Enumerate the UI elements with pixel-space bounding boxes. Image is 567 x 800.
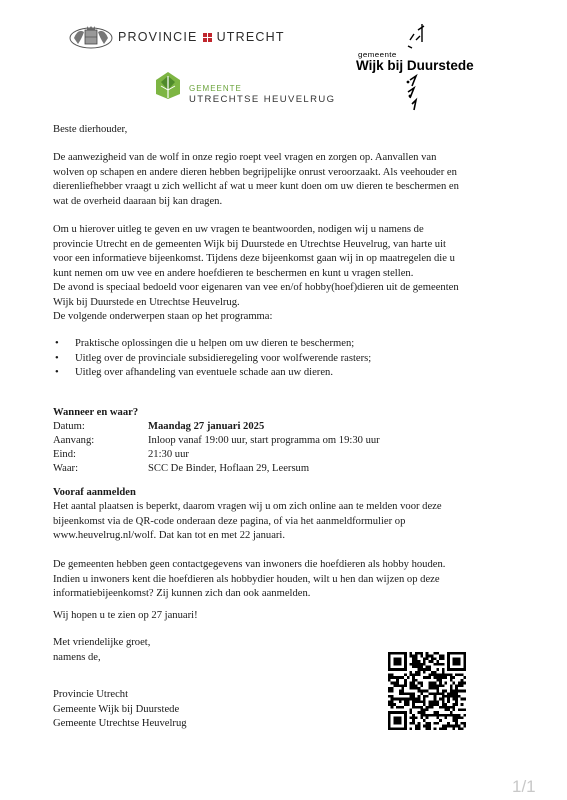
utrechtse-heuvelrug-logo <box>153 70 335 105</box>
heuvelrug-name-label: UTRECHTSE HEUVELRUG <box>189 94 336 105</box>
signatory: Gemeente Wijk bij Duurstede <box>53 703 180 715</box>
program-intro: De volgende onderwerpen staan op het programma: <box>53 311 273 322</box>
info-label: Waar: <box>53 463 79 474</box>
wbd-gemeente-label: gemeente <box>358 50 397 59</box>
paragraph-line: Om u hierover uitleg te geven en uw vragen te beantwoorden, nodigen wij u namens de <box>53 224 424 235</box>
salutation: Beste dierhouder, <box>53 124 128 135</box>
wbd-name-label: Wijk bij Duurstede <box>356 58 474 73</box>
info-label: Eind: <box>53 449 76 460</box>
paragraph-line: voor een informatieve bijeenkomst. Tijdens deze bijeenkomst gaan wij in op maatregelen die u <box>53 253 455 265</box>
info-value: Maandag 27 januari 2025 <box>148 421 265 432</box>
info-label: Datum: <box>53 421 85 432</box>
paragraph-line: De aanwezigheid van de wolf in onze regio roept veel vragen en zorgen op. Aanvallen van <box>53 152 437 163</box>
list-item: • Praktische oplossingen die u helpen om uw dieren te beschermen; <box>53 337 371 352</box>
provincie-crest-icon <box>68 24 114 50</box>
paragraph-line: wat de overheid daaraan bij kan dragen. <box>53 195 223 207</box>
paragraph-line: Het aantal plaatsen is beperkt, daarom vragen wij u om zich online aan te melden voor deze <box>53 501 442 512</box>
paragraph-line: De gemeenten hebben geen contactgegevens van inwoners die hoefdieren als hobby houden. <box>53 559 446 570</box>
provincie-label: PROVINCIE <box>118 30 198 44</box>
paragraph-line: bijeenkomst via de QR-code onderaan deze pagina, of via het aanmeldformulier op <box>53 515 406 527</box>
intro-paragraph <box>53 151 523 209</box>
info-label: Aanvang: <box>53 435 95 446</box>
info-row-start <box>53 434 380 448</box>
paragraph-line: provincie Utrecht en de gemeenten Wijk bij Duurstede en Utrechtse Heuvelrug, van harte uit <box>53 238 446 250</box>
signatory: Gemeente Utrechtse Heuvelrug <box>53 718 187 730</box>
heuvelrug-gemeente-label: GEMEENTE <box>189 84 242 93</box>
paragraph-line: www.heuvelrug.nl/wolf. Dat kan tot en met 22 januari. <box>53 530 286 542</box>
event-info-table <box>53 420 380 476</box>
program-list <box>53 337 371 381</box>
list-item: • Uitleg over de provinciale subsidieregeling voor wolfwerende rasters; <box>53 352 371 367</box>
invitation-paragraph <box>53 223 523 311</box>
when-where-heading: Wanneer en waar? <box>53 407 139 418</box>
signatories <box>53 688 187 732</box>
registration-qr-code[interactable] <box>388 652 466 730</box>
list-item: • Uitleg over afhandeling van eventuele schade aan uw dieren. <box>53 366 371 381</box>
paragraph-line: Indien u inwoners kent die hoefdieren als hobbydier houden, wilt u hen dan wijzen op deze <box>53 573 440 585</box>
paragraph-line: wolven op schapen en andere dieren hebben begrijpelijke onrust veroorzaakt. Als veehouder en <box>53 166 457 178</box>
closing <box>53 636 150 665</box>
signatory: Provincie Utrecht <box>53 689 129 700</box>
closing-line: Met vriendelijke groet, <box>53 637 151 648</box>
provincie-red-mark-icon <box>203 33 212 42</box>
utrecht-label: UTRECHT <box>216 30 285 44</box>
page-indicator: 1/1 <box>512 777 536 796</box>
wijk-bij-duurstede-logo <box>350 22 480 122</box>
paragraph-line: informatiebijeenkomst? Zij kunnen zich dan ook aanmelden. <box>53 588 311 600</box>
paragraph-line: kunt nemen om uw vee en andere hoefdieren te beschermen en kunt u vragen stellen. <box>53 267 414 279</box>
info-value: 21:30 uur <box>148 449 189 460</box>
paragraph-line: dierenliefhebber vraagt u zich wellicht af wat u meer kunt doen om uw dieren te beschermen en <box>53 181 459 193</box>
info-row-location <box>53 462 380 476</box>
closing-line: namens de, <box>53 651 101 663</box>
info-value: Inloop vanaf 19:00 uur, start programma om 19:30 uur <box>148 435 380 446</box>
register-paragraph <box>53 500 523 544</box>
contact-paragraph <box>53 558 523 602</box>
paragraph-line: Wijk bij Duurstede en Utrechtse Heuvelrug. <box>53 296 240 308</box>
hope-line: Wij hopen u te zien op 27 januari! <box>53 610 198 621</box>
heuvelrug-tree-icon <box>153 70 183 100</box>
info-row-end <box>53 448 380 462</box>
paragraph-line: De avond is speciaal bedoeld voor eigenaren van vee en/of hobby(hoef)dieren uit de gemeenten <box>53 282 459 294</box>
register-heading: Vooraf aanmelden <box>53 487 136 498</box>
info-row-date <box>53 420 380 434</box>
info-value: SCC De Binder, Hoflaan 29, Leersum <box>148 463 310 474</box>
provincie-utrecht-logo <box>68 22 285 52</box>
